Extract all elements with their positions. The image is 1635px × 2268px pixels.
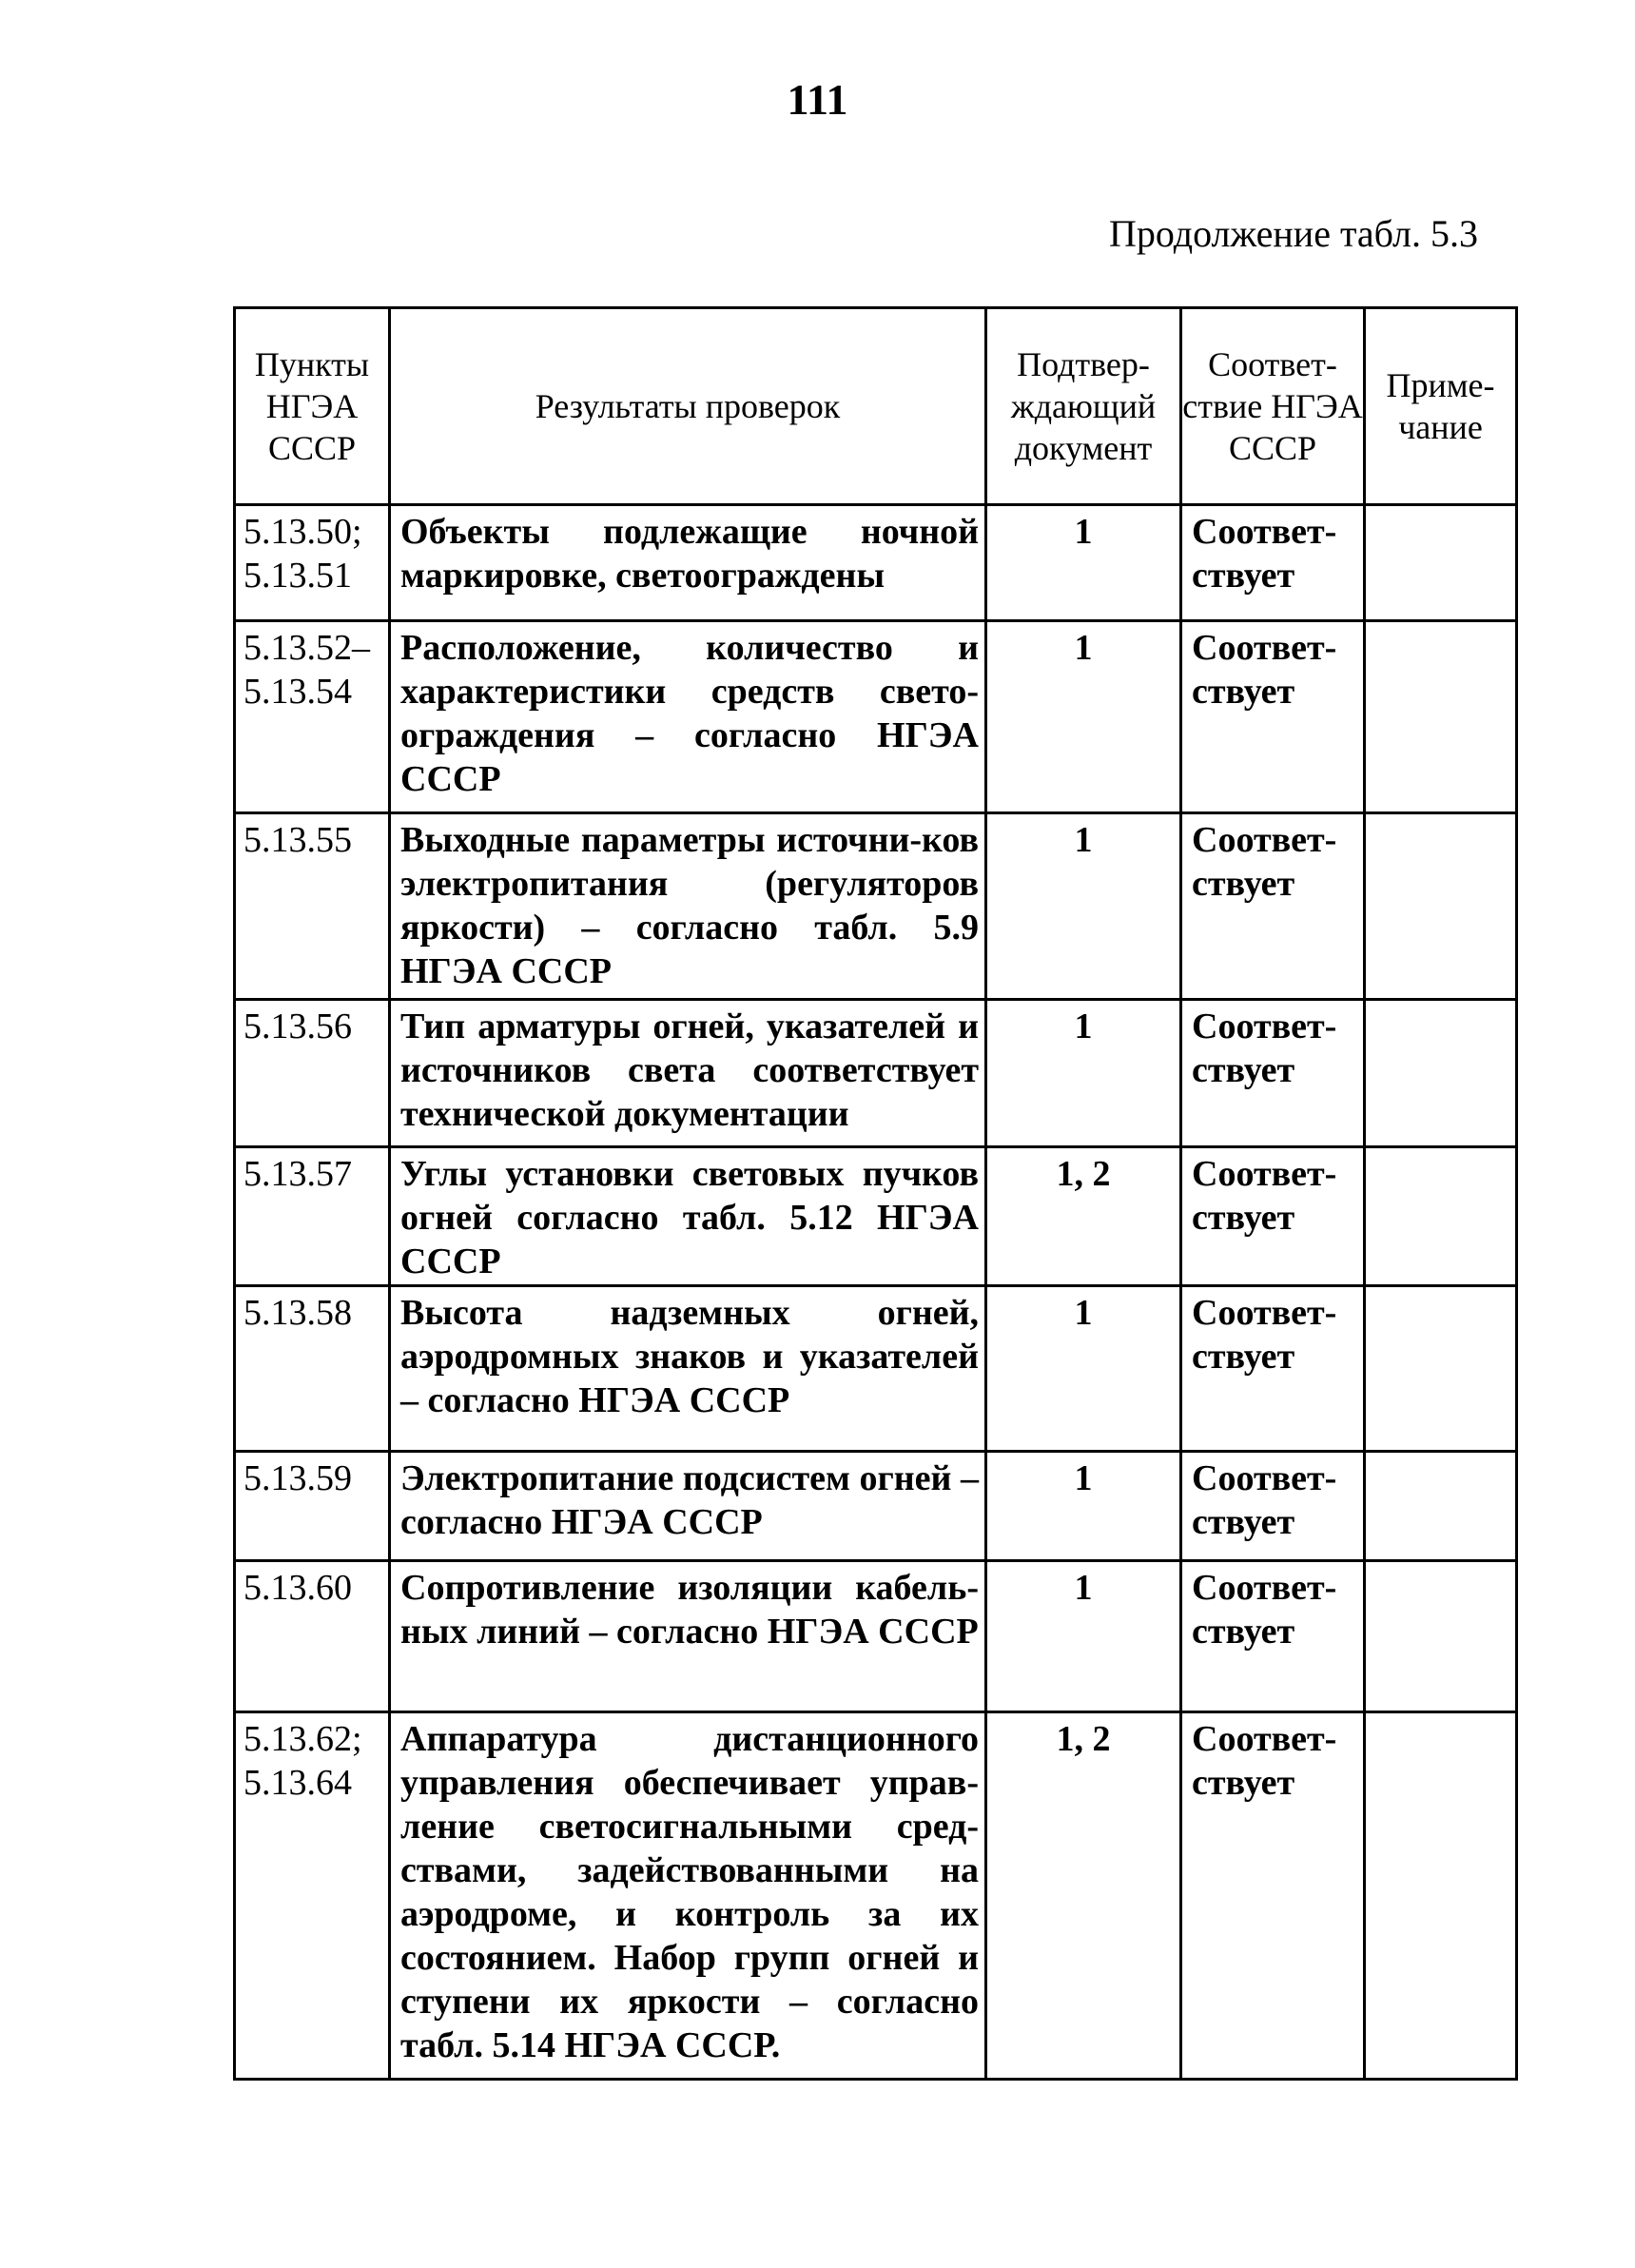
header-results: Результаты проверок xyxy=(390,308,986,505)
cell-compliance: Соответ-ствует xyxy=(1181,1712,1365,2080)
cell-document: 1 xyxy=(986,505,1181,621)
cell-points: 5.13.58 xyxy=(235,1286,390,1452)
cell-points: 5.13.59 xyxy=(235,1452,390,1561)
cell-result: Расположение, количество и характеристики средств свето-ограждения – согласно НГЭА СССР xyxy=(390,621,986,813)
header-document: Подтвер-ждающий документ xyxy=(986,308,1181,505)
cell-document: 1 xyxy=(986,1000,1181,1147)
table-row xyxy=(235,505,1517,621)
cell-points: 5.13.62; 5.13.64 xyxy=(235,1712,390,2080)
cell-document: 1, 2 xyxy=(986,1712,1181,2080)
cell-note xyxy=(1365,813,1517,1000)
cell-document: 1 xyxy=(986,621,1181,813)
cell-note xyxy=(1365,1000,1517,1147)
cell-note xyxy=(1365,1561,1517,1712)
table-row xyxy=(235,1000,1517,1147)
cell-compliance: Соответ-ствует xyxy=(1181,505,1365,621)
header-compliance: Соответ-ствие НГЭА СССР xyxy=(1181,308,1365,505)
table-row xyxy=(235,1561,1517,1712)
cell-result: Аппаратура дистанционного управления обеспечивает управ-ление светосигнальными сред-ствами, задействованными на аэродроме, и контроль за их состоянием. Набор групп огней и ступени их яркости – согласно табл. 5.14 НГЭА СССР. xyxy=(390,1712,986,2080)
table-row xyxy=(235,1147,1517,1286)
cell-document: 1 xyxy=(986,1561,1181,1712)
table-caption: Продолжение табл. 5.3 xyxy=(1109,212,1478,255)
cell-compliance: Соответ-ствует xyxy=(1181,621,1365,813)
table-header-row xyxy=(235,308,1517,505)
cell-document: 1, 2 xyxy=(986,1147,1181,1286)
cell-note xyxy=(1365,1286,1517,1452)
cell-points: 5.13.60 xyxy=(235,1561,390,1712)
cell-compliance: Соответ-ствует xyxy=(1181,1000,1365,1147)
cell-points: 5.13.56 xyxy=(235,1000,390,1147)
cell-note xyxy=(1365,1712,1517,2080)
cell-note xyxy=(1365,1147,1517,1286)
cell-result: Высота надземных огней, аэродромных знаков и указателей – согласно НГЭА СССР xyxy=(390,1286,986,1452)
cell-note xyxy=(1365,505,1517,621)
cell-document: 1 xyxy=(986,1452,1181,1561)
table-row xyxy=(235,1286,1517,1452)
cell-note xyxy=(1365,621,1517,813)
cell-document: 1 xyxy=(986,1286,1181,1452)
cell-result: Тип арматуры огней, указателей и источников света соответствует технической документации xyxy=(390,1000,986,1147)
cell-points: 5.13.52– 5.13.54 xyxy=(235,621,390,813)
cell-points: 5.13.57 xyxy=(235,1147,390,1286)
table-row xyxy=(235,1712,1517,2080)
cell-note xyxy=(1365,1452,1517,1561)
cell-document: 1 xyxy=(986,813,1181,1000)
table-row xyxy=(235,621,1517,813)
table-row xyxy=(235,1452,1517,1561)
cell-compliance: Соответ-ствует xyxy=(1181,1147,1365,1286)
cell-result: Выходные параметры источни-ков электропитания (регуляторов яркости) – согласно табл. 5.9 НГЭА СССР xyxy=(390,813,986,1000)
cell-result: Объекты подлежащие ночной маркировке, светоограждены xyxy=(390,505,986,621)
results-table xyxy=(233,306,1518,2081)
cell-points: 5.13.50; 5.13.51 xyxy=(235,505,390,621)
header-note: Приме-чание xyxy=(1365,308,1517,505)
header-points: Пункты НГЭА СССР xyxy=(235,308,390,505)
table-row xyxy=(235,813,1517,1000)
cell-compliance: Соответ-ствует xyxy=(1181,1286,1365,1452)
cell-compliance: Соответ-ствует xyxy=(1181,813,1365,1000)
cell-compliance: Соответ-ствует xyxy=(1181,1561,1365,1712)
cell-result: Сопротивление изоляции кабель-ных линий – согласно НГЭА СССР xyxy=(390,1561,986,1712)
cell-result: Электропитание подсистем огней – согласно НГЭА СССР xyxy=(390,1452,986,1561)
cell-points: 5.13.55 xyxy=(235,813,390,1000)
cell-result: Углы установки световых пучков огней согласно табл. 5.12 НГЭА СССР xyxy=(390,1147,986,1286)
cell-compliance: Соответ-ствует xyxy=(1181,1452,1365,1561)
page-number: 111 xyxy=(787,75,848,124)
